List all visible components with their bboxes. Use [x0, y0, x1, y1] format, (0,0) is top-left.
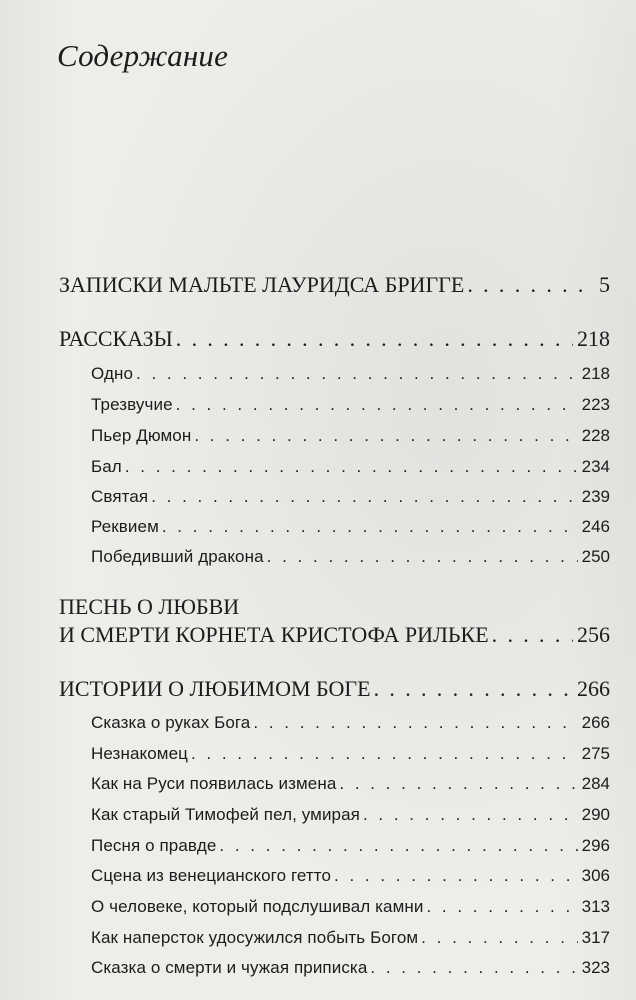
dot-leader	[191, 744, 578, 764]
dot-leader	[151, 487, 577, 507]
toc-item-title: О человеке, который подслушивал камни	[91, 897, 424, 916]
toc-item-title: Реквием	[91, 517, 159, 536]
toc-section-title-line1: ПЕСНЬ О ЛЮБВИ	[59, 594, 240, 619]
toc-item-title: Незнакомец	[91, 744, 188, 763]
toc-section-cornet	[59, 622, 610, 648]
toc-item	[91, 517, 610, 537]
toc-item	[91, 744, 610, 764]
toc-section-god-stories	[59, 676, 610, 702]
toc-item-title: Как наперсток удосужился побыть Богом	[91, 928, 419, 947]
toc-item-title: Святая	[91, 487, 149, 506]
dot-leader	[267, 547, 578, 567]
toc-page-number: 218	[577, 326, 610, 351]
toc-item	[91, 457, 610, 477]
dot-leader	[334, 866, 578, 886]
dot-leader	[426, 897, 577, 917]
toc-item-title: Бал	[91, 457, 122, 476]
dot-leader	[374, 676, 573, 702]
toc-item	[91, 547, 610, 567]
dot-leader	[219, 836, 577, 856]
toc-page-number: 250	[581, 547, 610, 566]
toc-item-title: Как старый Тимофей пел, умирая	[91, 805, 360, 824]
dot-leader	[176, 395, 578, 415]
toc-item-title: Песня о правде	[91, 836, 217, 855]
toc-page-number: 313	[581, 897, 610, 916]
toc-item-title: Одно	[91, 364, 134, 383]
toc-page-number: 317	[581, 928, 610, 947]
dot-leader	[370, 958, 577, 978]
toc-page-number: 306	[581, 866, 610, 885]
toc-page-number: 284	[581, 774, 610, 793]
toc-page-number: 296	[581, 836, 610, 855]
dot-leader	[125, 457, 578, 477]
dot-leader	[194, 426, 577, 446]
toc-item	[91, 487, 610, 507]
toc-page-number: 266	[577, 676, 610, 701]
toc-page-number: 290	[581, 805, 610, 824]
toc-item-title: Победивший дракона	[91, 547, 264, 566]
toc-item	[91, 897, 610, 917]
dot-leader	[253, 713, 577, 733]
toc-item-title: Пьер Дюмон	[91, 426, 192, 445]
toc-page-number: 266	[581, 713, 610, 732]
toc-item	[91, 713, 610, 733]
dot-leader	[339, 774, 577, 794]
toc-item-title: Как на Руси появилась измена	[91, 774, 337, 793]
toc-page-number: 234	[581, 457, 610, 476]
dot-leader	[136, 364, 578, 384]
toc-item-title: Сцена из венецианского гетто	[91, 866, 332, 885]
toc-item-title: Трезвучие	[91, 395, 173, 414]
toc-item	[91, 774, 610, 794]
toc-item	[91, 958, 610, 978]
dot-leader	[363, 805, 578, 825]
toc-page-number: 239	[581, 487, 610, 506]
toc-section-title: ЗАПИСКИ МАЛЬТЕ ЛАУРИДСА БРИГГЕ	[59, 272, 465, 297]
toc-section-title: ИСТОРИИ О ЛЮБИМОМ БОГЕ	[59, 676, 371, 701]
toc-item	[91, 866, 610, 886]
dot-leader	[467, 272, 595, 298]
toc-item-title: Сказка о смерти и чужая приписка	[91, 958, 368, 977]
toc-section-stories	[59, 326, 610, 352]
dot-leader	[421, 928, 577, 948]
toc-item	[91, 836, 610, 856]
dot-leader	[162, 517, 578, 537]
toc-section-title: И СМЕРТИ КОРНЕТА КРИСТОФА РИЛЬКЕ	[59, 622, 489, 647]
toc-page-number: 256	[577, 622, 610, 647]
dot-leader	[176, 326, 573, 352]
dot-leader	[492, 622, 573, 648]
toc-page-number: 5	[599, 272, 610, 297]
toc-item	[91, 426, 610, 446]
toc-item	[91, 395, 610, 415]
toc-page-number: 223	[581, 395, 610, 414]
toc-page-number: 218	[581, 364, 610, 383]
page-title: Содержание	[57, 38, 229, 73]
toc-section-title: РАССКАЗЫ	[59, 326, 173, 351]
toc-page-number: 246	[581, 517, 610, 536]
toc-item	[91, 364, 610, 384]
toc-page-number: 275	[581, 744, 610, 763]
toc-item-title: Сказка о руках Бога	[91, 713, 251, 732]
toc-page-number: 228	[581, 426, 610, 445]
toc-section-malte	[59, 272, 610, 298]
toc-item	[91, 928, 610, 948]
toc-page-number: 323	[581, 958, 610, 977]
toc-item	[91, 805, 610, 825]
